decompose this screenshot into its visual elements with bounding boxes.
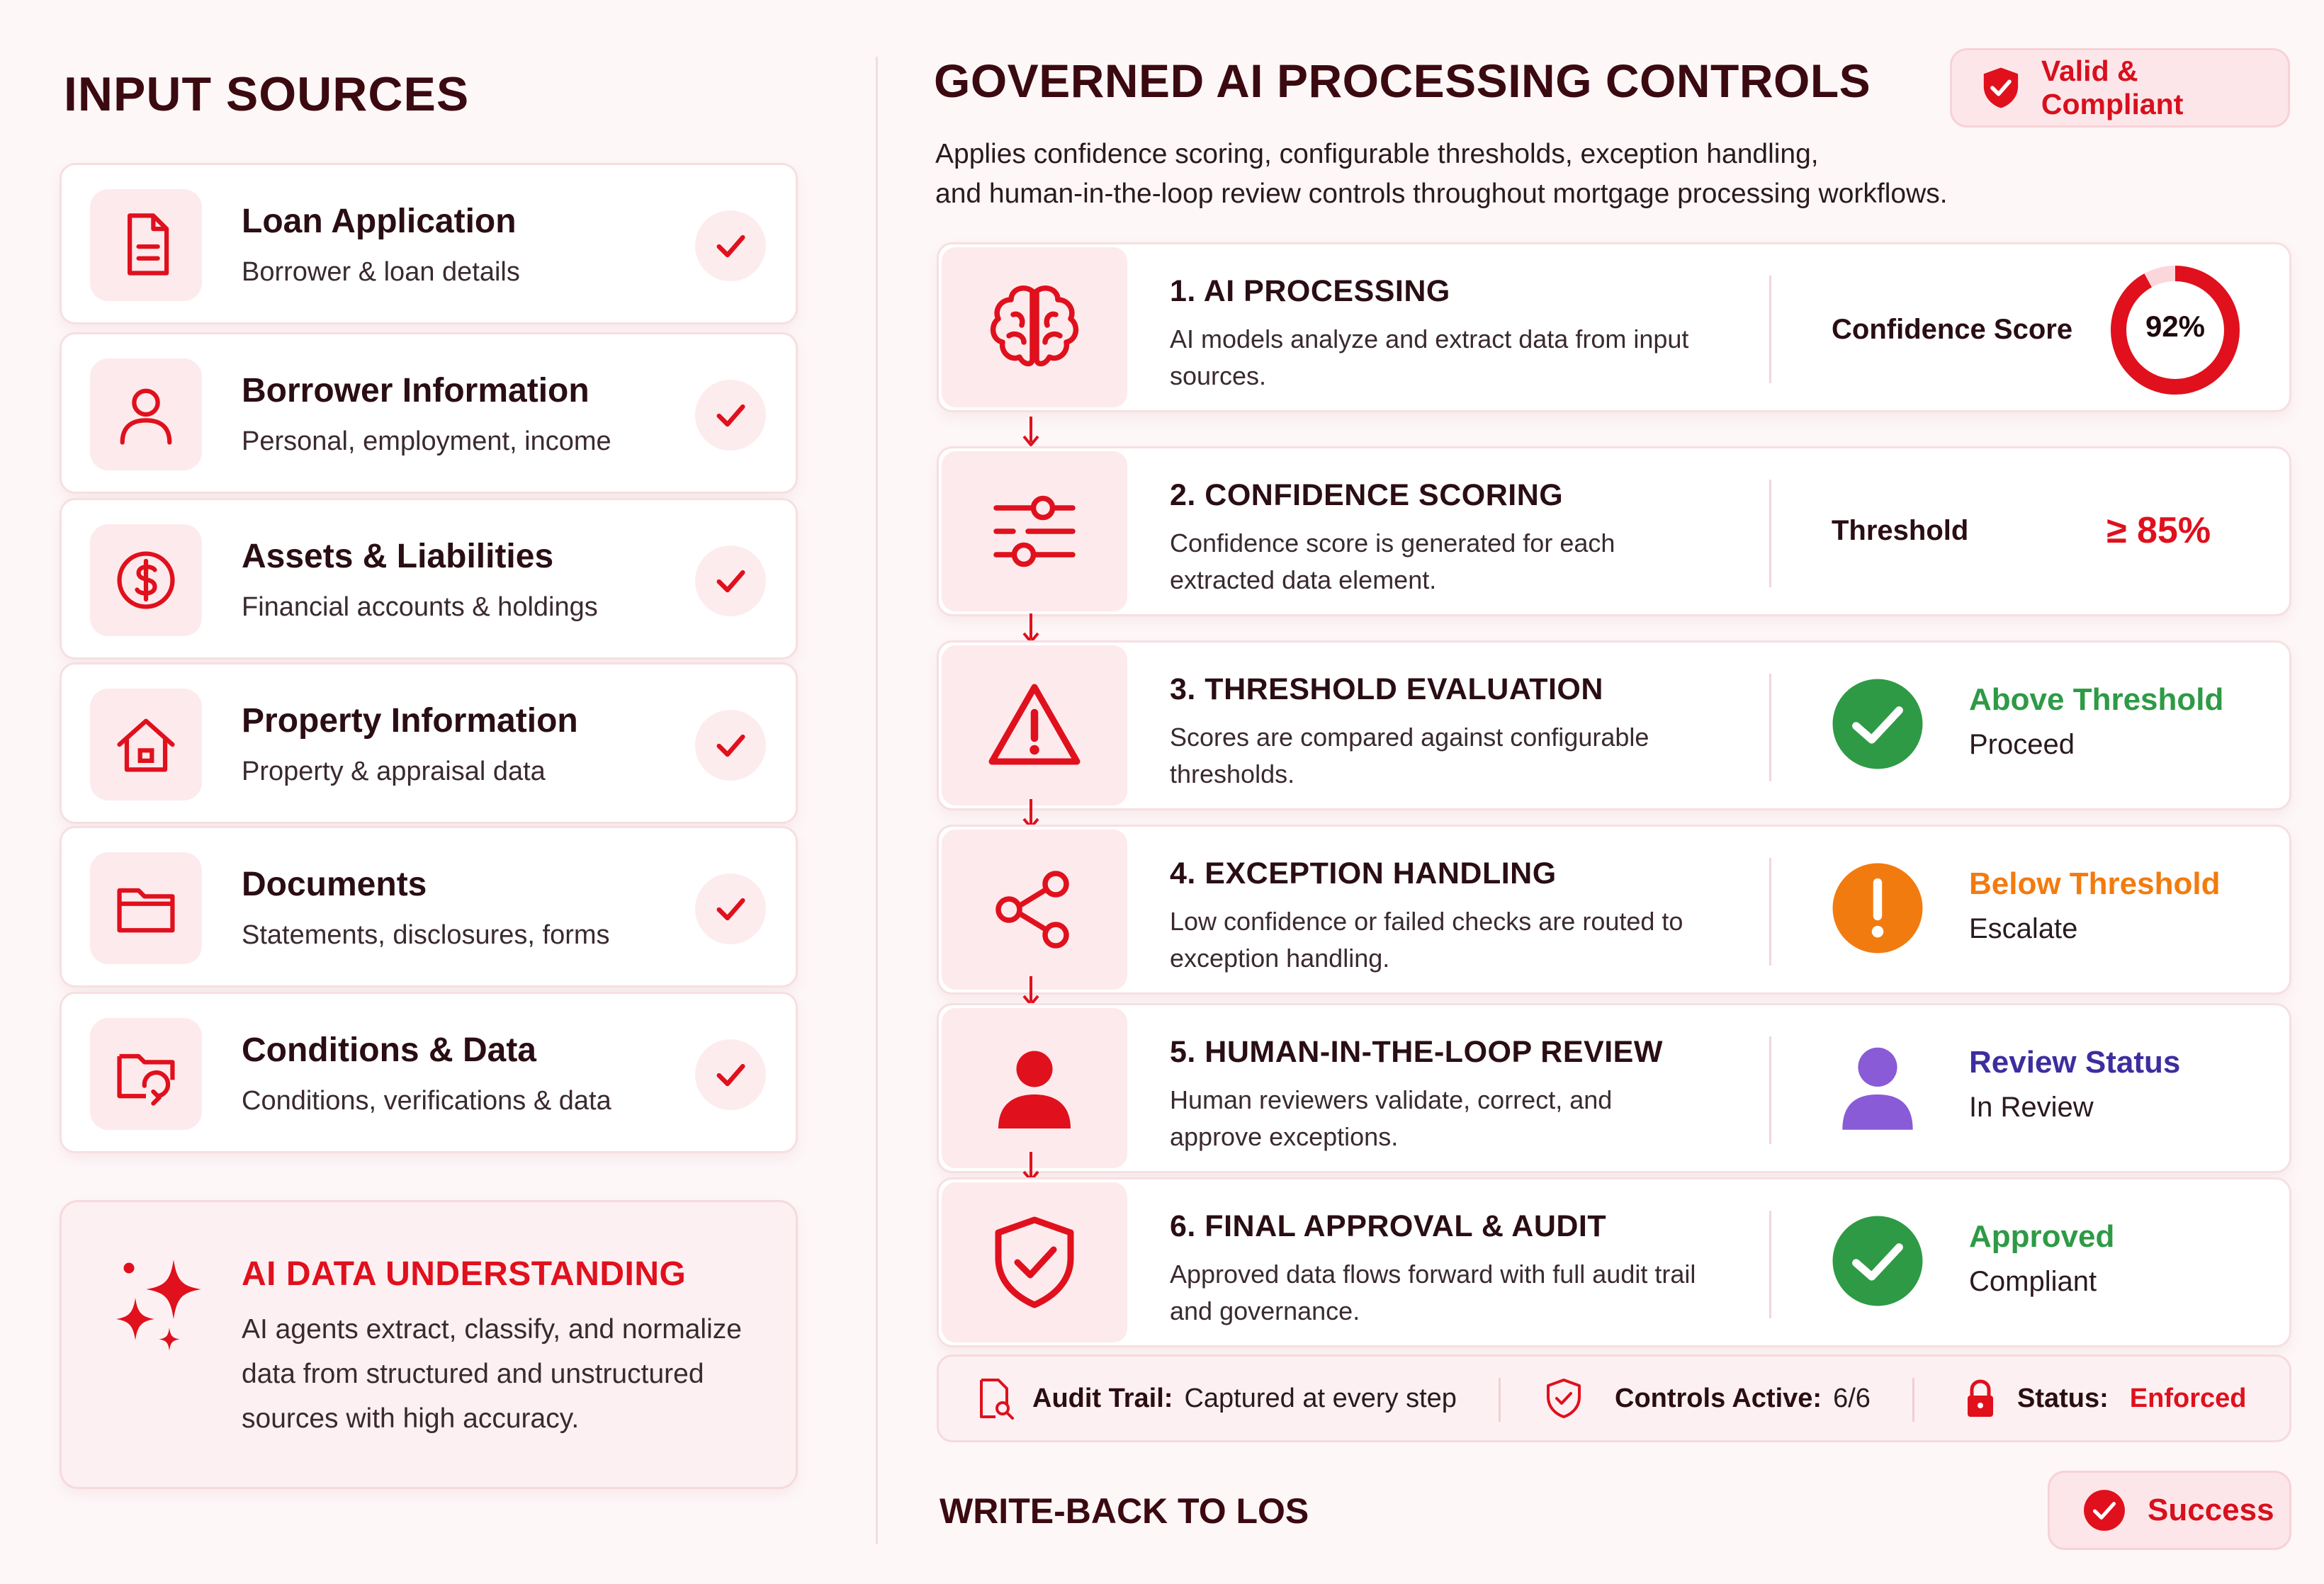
audit-separator xyxy=(1912,1378,1914,1422)
source-card-borrower-information[interactable] xyxy=(60,332,798,494)
step-separator xyxy=(1769,480,1771,587)
confidence-score-value: 92% xyxy=(2145,310,2206,343)
ai-data-understanding-card xyxy=(60,1200,798,1489)
share-icon xyxy=(942,830,1127,990)
source-subtitle: Borrower & loan details xyxy=(242,257,520,287)
source-title: Conditions & Data xyxy=(242,1031,536,1069)
check-circle-icon xyxy=(2082,1488,2126,1532)
dollar-icon xyxy=(90,524,202,636)
status-value: Enforced xyxy=(2129,1383,2247,1413)
audit-trail-value: Captured at every step xyxy=(1184,1383,1457,1413)
house-icon xyxy=(90,689,202,801)
status-subtitle: In Review xyxy=(1969,1092,2094,1123)
step-title: 3. THRESHOLD EVALUATION xyxy=(1170,672,1603,706)
source-title: Property Information xyxy=(242,702,578,740)
status-subtitle: Escalate xyxy=(1969,913,2078,944)
conditions-icon xyxy=(90,1018,202,1130)
controls-active-item xyxy=(1542,1357,1871,1440)
step-card-exception-handling xyxy=(937,825,2291,995)
document-search-icon xyxy=(974,1377,1017,1420)
step-card-threshold-evaluation xyxy=(937,640,2291,810)
source-card-assets-liabilities[interactable] xyxy=(60,498,798,660)
column-divider xyxy=(876,57,878,1544)
writeback-title: WRITE-BACK TO LOS xyxy=(940,1491,1309,1531)
threshold-value: ≥ 85% xyxy=(2106,510,2211,551)
step-title: 1. AI PROCESSING xyxy=(1170,274,1450,308)
audit-separator xyxy=(1499,1378,1501,1422)
status-title: Above Threshold xyxy=(1969,682,2224,717)
valid-compliant-badge xyxy=(1950,48,2290,128)
confidence-score-label: Confidence Score xyxy=(1832,314,2073,345)
person-icon xyxy=(942,1008,1127,1168)
ai-understanding-title: AI DATA UNDERSTANDING xyxy=(242,1255,687,1293)
step-description: Low confidence or failed checks are routed to exception handling. xyxy=(1170,907,1683,973)
shield-check-icon xyxy=(942,1182,1127,1342)
flow-arrow-icon xyxy=(1020,415,1042,448)
check-circle-icon xyxy=(1829,675,1927,773)
check-icon xyxy=(695,380,766,451)
check-icon xyxy=(695,1039,766,1110)
valid-compliant-label: Valid & Compliant xyxy=(2041,55,2184,120)
status-title: Below Threshold xyxy=(1969,866,2221,901)
step-card-confidence-scoring xyxy=(937,446,2291,616)
step-title: 5. HUMAN-IN-THE-LOOP REVIEW xyxy=(1170,1035,1663,1069)
status-subtitle: Proceed xyxy=(1969,729,2075,760)
check-icon xyxy=(695,545,766,616)
step-card-final-approval xyxy=(937,1177,2291,1347)
step-title: 2. CONFIDENCE SCORING xyxy=(1170,478,1564,512)
threshold-label: Threshold xyxy=(1832,515,1969,546)
brain-icon xyxy=(942,247,1127,407)
status-subtitle: Compliant xyxy=(1969,1266,2097,1297)
source-card-loan-application[interactable] xyxy=(60,163,798,324)
source-subtitle: Personal, employment, income xyxy=(242,426,611,456)
source-title: Borrower Information xyxy=(242,372,590,409)
step-description: Human reviewers validate, correct, and approve exceptions. xyxy=(1170,1085,1613,1151)
input-sources-title: INPUT SOURCES xyxy=(64,67,470,121)
reviewer-icon xyxy=(1829,1038,1927,1136)
source-title: Loan Application xyxy=(242,203,517,240)
folder-icon xyxy=(90,852,202,964)
controls-title: GOVERNED AI PROCESSING CONTROLS xyxy=(934,55,1871,107)
status-label: Status: xyxy=(2017,1383,2109,1413)
success-label: Success xyxy=(2148,1493,2274,1527)
lock-icon xyxy=(1959,1377,2002,1420)
check-icon xyxy=(695,873,766,944)
controls-active-label: Controls Active: xyxy=(1615,1383,1822,1413)
controls-description-line1: Applies confidence scoring, configurable thresholds, exception handling, xyxy=(935,139,1819,169)
check-icon xyxy=(695,710,766,781)
source-subtitle: Financial accounts & holdings xyxy=(242,592,598,622)
step-title: 4. EXCEPTION HANDLING xyxy=(1170,856,1557,890)
success-badge xyxy=(2048,1471,2291,1550)
step-separator xyxy=(1769,858,1771,966)
source-subtitle: Statements, disclosures, forms xyxy=(242,920,610,950)
audit-trail-label: Audit Trail: xyxy=(1032,1383,1173,1413)
source-card-documents[interactable] xyxy=(60,826,798,988)
step-description: AI models analyze and extract data from input sources. xyxy=(1170,324,1689,390)
step-separator xyxy=(1769,1211,1771,1318)
ai-understanding-body: AI agents extract, classify, and normalize data from structured and unstructured sources with high accuracy. xyxy=(242,1314,742,1434)
step-title: 6. FINAL APPROVAL & AUDIT xyxy=(1170,1209,1607,1243)
controls-active-value: 6/6 xyxy=(1833,1383,1871,1413)
document-icon xyxy=(90,189,202,301)
step-separator xyxy=(1769,674,1771,781)
step-description: Approved data flows forward with full audit trail and governance. xyxy=(1170,1260,1696,1325)
shield-check-icon xyxy=(1978,64,2024,111)
controls-description-line2: and human-in-the-loop review controls throughout mortgage processing workflows. xyxy=(935,179,1948,209)
check-icon xyxy=(695,210,766,281)
source-title: Assets & Liabilities xyxy=(242,538,554,575)
controls-description xyxy=(935,135,2069,214)
step-description: Scores are compared against configurable thresholds. xyxy=(1170,723,1649,788)
user-icon xyxy=(90,358,202,470)
step-description: Confidence score is generated for each extracted data element. xyxy=(1170,528,1615,594)
step-card-ai-processing xyxy=(937,242,2291,412)
source-subtitle: Conditions, verifications & data xyxy=(242,1086,611,1116)
exclamation-circle-icon xyxy=(1829,859,1927,957)
step-separator xyxy=(1769,1036,1771,1144)
step-separator xyxy=(1769,276,1771,383)
check-circle-icon xyxy=(1829,1212,1927,1310)
source-card-property-information[interactable] xyxy=(60,662,798,824)
status-title: Review Status xyxy=(1969,1045,2181,1080)
sparkle-icon xyxy=(106,1249,212,1355)
shield-check-icon xyxy=(1542,1377,1585,1420)
warning-icon xyxy=(942,645,1127,805)
source-title: Documents xyxy=(242,866,427,903)
status-item xyxy=(1959,1357,2247,1440)
source-card-conditions-data[interactable] xyxy=(60,992,798,1153)
sliders-icon xyxy=(942,451,1127,611)
status-title: Approved xyxy=(1969,1219,2115,1254)
audit-trail-item xyxy=(974,1357,1457,1440)
step-card-human-review xyxy=(937,1003,2291,1173)
source-subtitle: Property & appraisal data xyxy=(242,757,546,786)
audit-bar xyxy=(937,1354,2291,1442)
